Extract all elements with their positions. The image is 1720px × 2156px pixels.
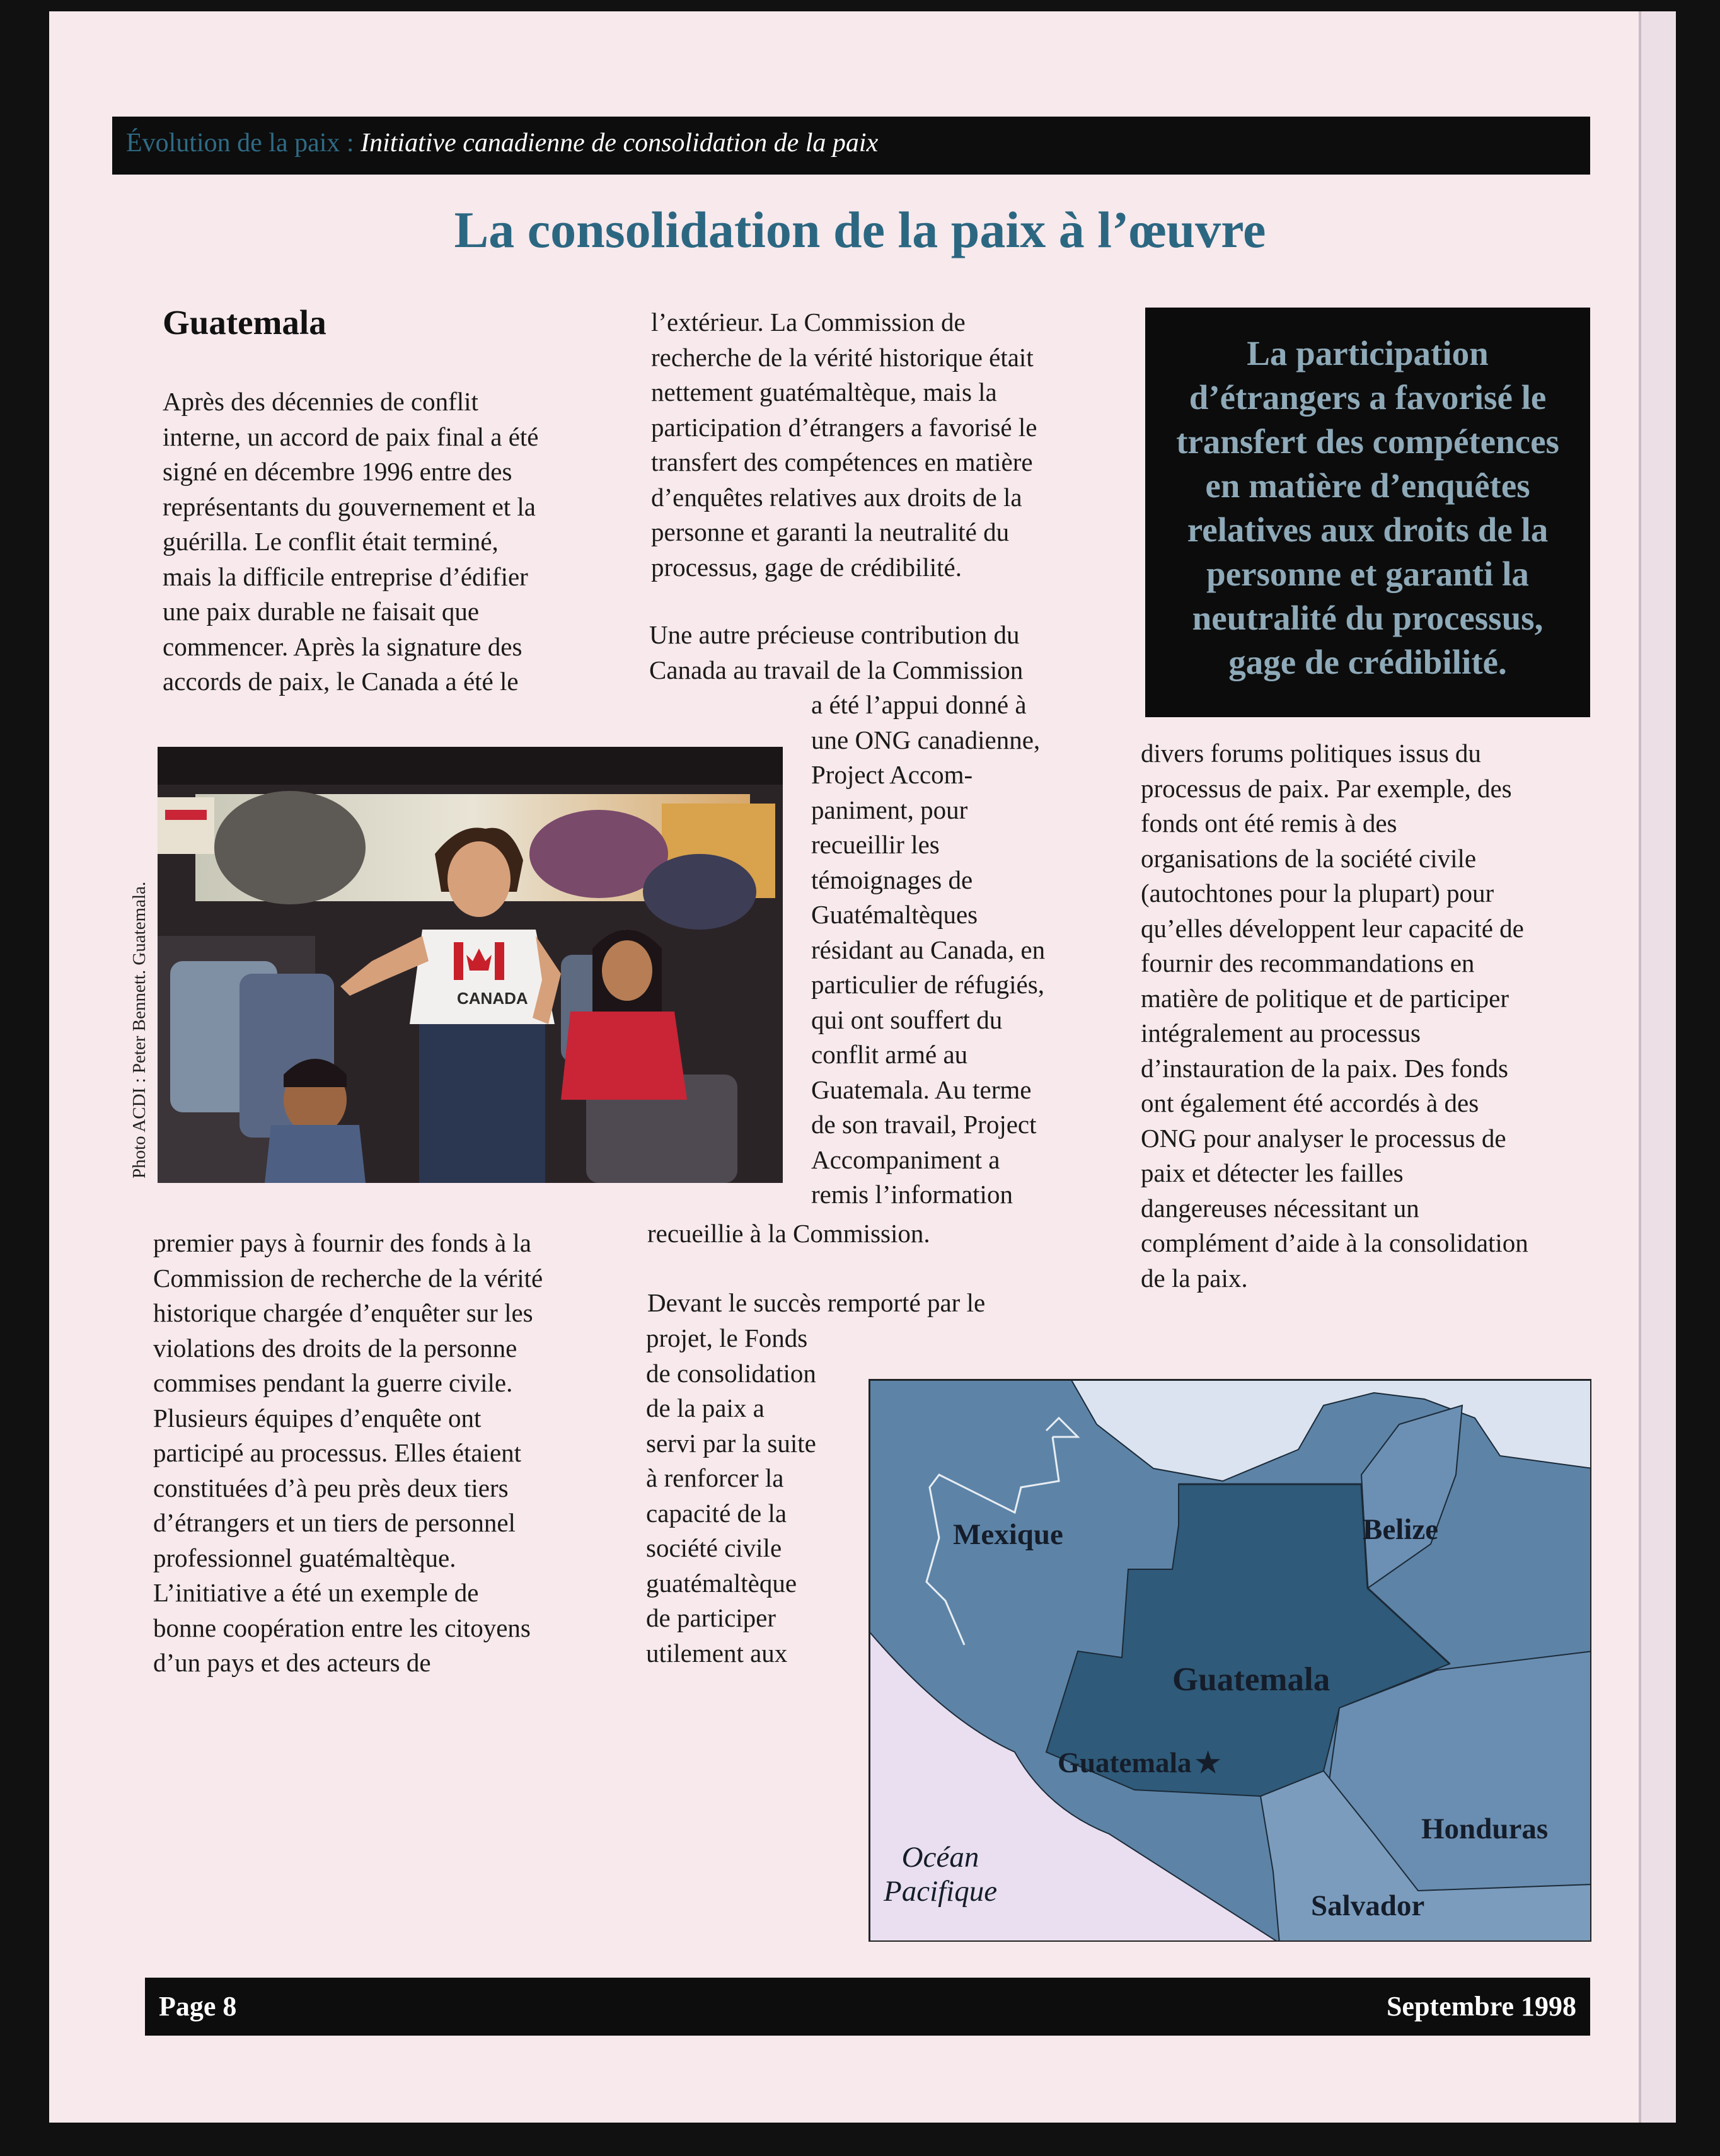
col2-paragraph-2-end [647, 1216, 1101, 1252]
text-line: intégralement au processus [1141, 1018, 1421, 1047]
map-label-belize: Belize [1363, 1513, 1439, 1546]
text-line: premier pays à fournir des fonds à la [153, 1228, 531, 1257]
text-line: de la paix. [1141, 1263, 1248, 1293]
text-line: Guatémaltèques [811, 900, 978, 929]
text-line: Accompaniment a [811, 1144, 1000, 1174]
text-line: (autochtones pour la plupart) pour [1141, 879, 1494, 908]
pull-quote-line: gage de crédibilité. [1228, 643, 1507, 681]
text-line: interne, un accord de paix final a été [163, 422, 539, 451]
issue-date: Septembre 1998 [1386, 1991, 1576, 2022]
header-text [126, 128, 878, 158]
col2-paragraph-3-top [647, 1286, 1101, 1321]
text-line: mais la difficile entreprise d’édifier [163, 562, 528, 591]
text-line: professionnel guatémaltèque. [153, 1543, 456, 1572]
pull-quote-line: en matière d’enquêtes [1205, 466, 1530, 505]
text-line: fonds ont été remis à des [1141, 809, 1397, 838]
text-line: une paix durable ne faisait que [163, 597, 480, 626]
header-subtitle: Initiative canadienne de consolidation de la paix [361, 129, 879, 158]
text-line: guérilla. Le conflit était terminé, [163, 527, 499, 556]
text-line: qui ont souffert du [811, 1005, 1003, 1034]
text-line: ONG pour analyser le processus de [1141, 1123, 1506, 1153]
text-line: Project Accom- [811, 760, 973, 789]
col3-paragraph [1141, 736, 1595, 1296]
text-line: Canada au travail de la Commission [649, 655, 1024, 684]
text-line: représentants du gouvernement et la [163, 492, 536, 521]
page-number: Page 8 [159, 1991, 237, 2022]
text-line: fournir des recommandations en [1141, 948, 1475, 977]
col2-paragraph-3-wrap [646, 1321, 854, 1671]
ocean-line: Pacifique [884, 1875, 998, 1908]
pull-quote-line: La participation [1247, 334, 1489, 372]
text-line: matière de politique et de participer [1141, 983, 1509, 1013]
photo-credit: Photo ACDI : Peter Bennett. Guatemala. [129, 881, 149, 1179]
photo-illustration [158, 747, 783, 1183]
col2-paragraph-2-wrap [811, 688, 1126, 1213]
region-map [869, 1379, 1591, 1942]
map-label-salvador: Salvador [1311, 1889, 1425, 1922]
text-line: Après des décennies de conflit [163, 387, 478, 416]
text-line: Commission de recherche de la vérité [153, 1263, 543, 1293]
text-line: violations des droits de la personne [153, 1333, 517, 1363]
text-line: commencer. Après la signature des [163, 631, 522, 661]
text-line: société civile [646, 1533, 782, 1562]
text-line: recueillir les [811, 830, 940, 859]
text-line: paix et détecter les failles [1141, 1158, 1404, 1187]
text-line: organisations de la société civile [1141, 843, 1477, 873]
text-line: complément d’aide à la consolidation [1141, 1228, 1528, 1257]
shirt-text: CANADA [457, 989, 528, 1008]
text-line: de la paix a [646, 1393, 765, 1422]
text-line: recueillie à la Commission. [647, 1219, 930, 1248]
text-line: résidant au Canada, en [811, 935, 1046, 964]
text-line: a été l’appui donné à [811, 690, 1027, 719]
capital-star-icon: ★ [1195, 1747, 1221, 1778]
text-line: d’instauration de la paix. Des fonds [1141, 1053, 1508, 1083]
page-spine [1639, 11, 1676, 2123]
text-line: recherche de la vérité historique était [651, 342, 1034, 372]
footer-band [145, 1978, 1590, 2036]
text-line: servi par la suite [646, 1428, 816, 1458]
text-line: accords de paix, le Canada a été le [163, 667, 519, 696]
text-line: d’un pays et des acteurs de [153, 1648, 431, 1677]
text-line: participé au processus. Elles étaient [153, 1438, 522, 1467]
text-line: de participer [646, 1603, 776, 1632]
text-line: transfert des compétences en matière [651, 447, 1033, 476]
col1-bottom-paragraph [153, 1226, 620, 1681]
text-line: guatémaltèque [646, 1568, 797, 1598]
map-label-ocean [884, 1840, 997, 1908]
text-line: L’initiative a été un exemple de [153, 1578, 479, 1607]
text-line: personne et garanti la neutralité du [651, 517, 1010, 546]
text-line: de son travail, Project [811, 1110, 1037, 1139]
map-label-guatemala-city [1058, 1746, 1221, 1779]
text-line: processus, gage de crédibilité. [651, 552, 962, 582]
text-line: de consolidation [646, 1358, 816, 1388]
text-line: dangereuses nécessitant un [1141, 1193, 1419, 1223]
text-line: processus de paix. Par exemple, des [1141, 773, 1512, 803]
text-line: participation d’étrangers a favorisé le [651, 412, 1037, 442]
text-line: à renforcer la [646, 1463, 784, 1492]
text-line: l’extérieur. La Commission de [651, 308, 966, 337]
col2-paragraph-2-top [649, 618, 1103, 688]
map-label-mexique: Mexique [953, 1518, 1063, 1551]
pull-quote-line: transfert des compétences [1176, 422, 1559, 461]
text-line: qu’elles développent leur capacité de [1141, 913, 1524, 943]
text-line: témoignages de [811, 865, 973, 894]
text-line: paniment, pour [811, 795, 968, 824]
header-band [112, 117, 1590, 175]
article-heading: Guatemala [163, 303, 326, 342]
map-label-honduras: Honduras [1421, 1813, 1549, 1845]
page-title: La consolidation de la paix à l’œuvre [454, 201, 1266, 258]
map-label-guatemala-country: Guatemala [1172, 1661, 1330, 1698]
pull-quote-line: personne et garanti la [1206, 555, 1529, 593]
col1-top-paragraph [163, 384, 604, 700]
pull-quote-line: relatives aux droits de la [1187, 510, 1549, 549]
col2-paragraph-1 [651, 305, 1105, 585]
text-line: signé en décembre 1996 entre des [163, 457, 512, 486]
pull-quote [1145, 308, 1590, 717]
text-line: ont également été accordés à des [1141, 1088, 1479, 1117]
text-line: constituées d’à peu près deux tiers [153, 1473, 509, 1502]
pull-quote-line: d’étrangers a favorisé le [1189, 378, 1547, 417]
text-line: Plusieurs équipes d’enquête ont [153, 1403, 482, 1433]
ocean-line: Océan [901, 1841, 979, 1874]
city-name: Guatemala [1058, 1747, 1192, 1778]
text-line: remis l’information [811, 1180, 1013, 1209]
text-line: Une autre précieuse contribution du [649, 620, 1020, 649]
text-line: divers forums politiques issus du [1141, 739, 1481, 768]
text-line: utilement aux [646, 1638, 788, 1668]
text-line: bonne coopération entre les citoyens [153, 1613, 531, 1642]
text-line: capacité de la [646, 1498, 787, 1528]
text-line: Devant le succès remporté par le [647, 1288, 986, 1317]
text-line: une ONG canadienne, [811, 725, 1041, 754]
text-line: conflit armé au [811, 1040, 968, 1069]
text-line: particulier de réfugiés, [811, 970, 1044, 999]
article-photo [158, 747, 783, 1183]
text-line: projet, le Fonds [646, 1323, 808, 1352]
header-section: Évolution de la paix : [126, 129, 354, 158]
text-line: commises pendant la guerre civile. [153, 1368, 513, 1397]
pull-quote-line: neutralité du processus, [1192, 599, 1544, 637]
text-line: historique chargée d’enquêter sur les [153, 1298, 533, 1327]
text-line: d’étrangers et un tiers de personnel [153, 1508, 516, 1537]
text-line: Guatemala. Au terme [811, 1075, 1032, 1104]
text-line: d’enquêtes relatives aux droits de la [651, 482, 1022, 512]
text-line: nettement guatémaltèque, mais la [651, 378, 997, 406]
